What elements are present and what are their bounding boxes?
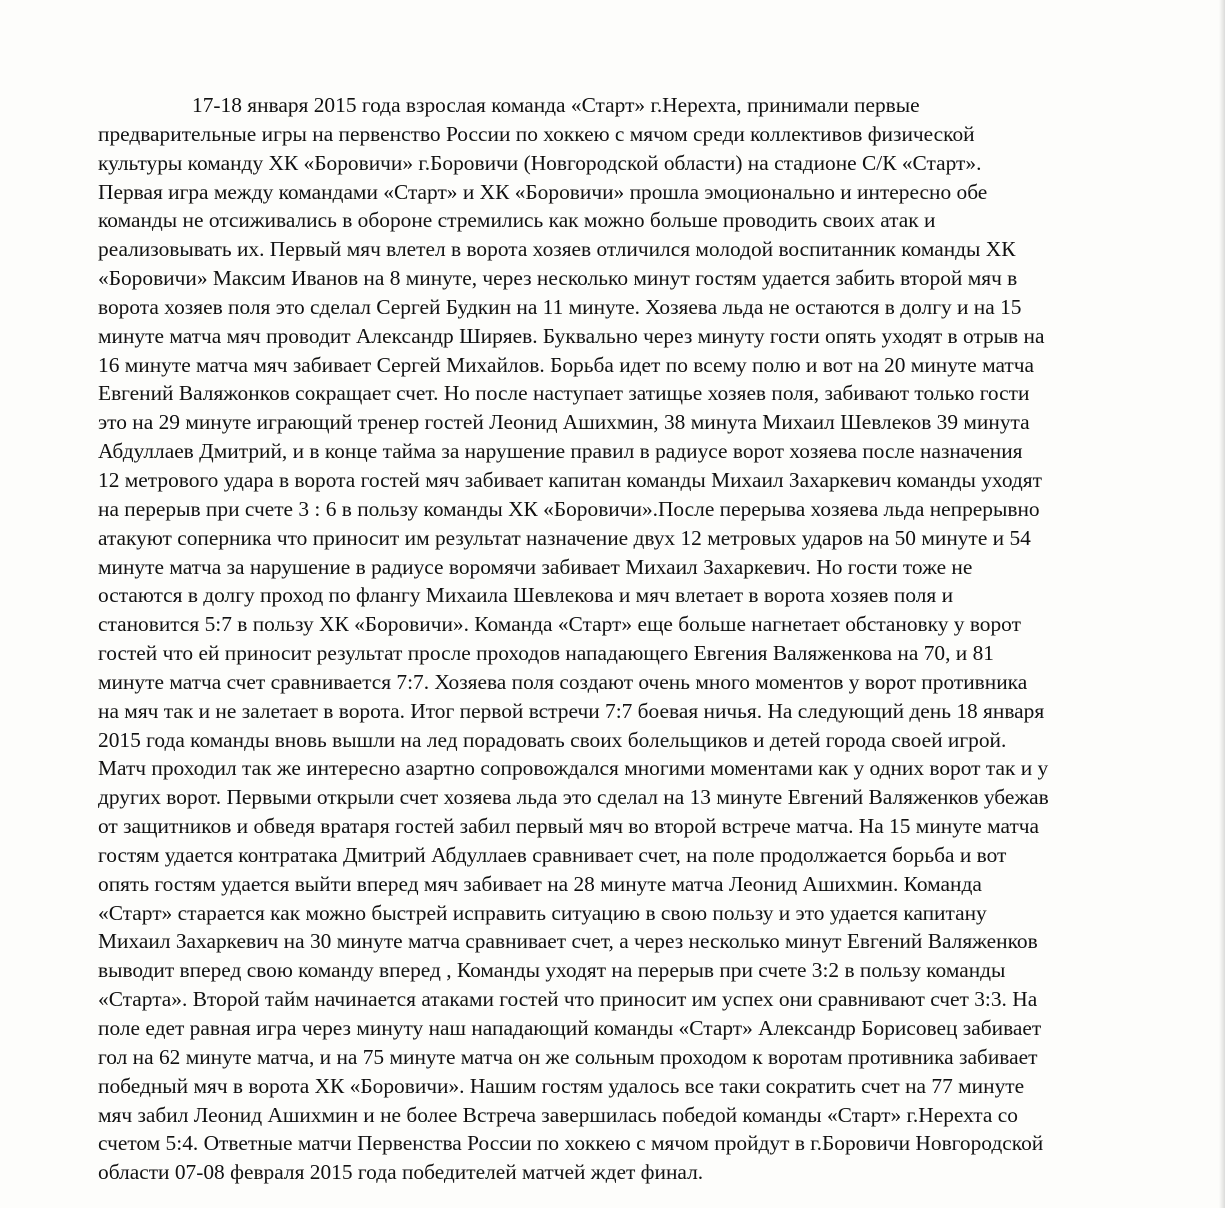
text-line: победный мяч в ворота ХК «Боровичи». Нашим гостям удалось все таки сократить счет на 77 минуте xyxy=(98,1073,1025,1098)
text-line: остаются в долгу проход по флангу Михаила Шевлекова и мяч влетает в ворота хозяев поля и xyxy=(98,583,954,608)
text-line: минуте матча мяч проводит Александр Ширяев. Буквально через минуту гости опять уходят в отрыв на xyxy=(98,323,1045,348)
text-line: гол на 62 минуте матча, и на 75 минуте матча он же сольным проходом к воротам противника забивает xyxy=(98,1044,1038,1069)
text-line: реализовывать их. Первый мяч влетел в ворота хозяев отличился молодой воспитанник команды ХК xyxy=(98,237,1016,262)
text-line: выводит вперед свою команду вперед , Команды уходят на перерыв при счете 3:2 в пользу команды xyxy=(98,958,1006,983)
text-line: предварительные игры на первенство России по хоккею с мячом среди коллективов физической xyxy=(98,121,975,146)
text-line: «Старт» старается как можно быстрей исправить ситуацию в свою пользу и это удается капитану xyxy=(98,900,987,925)
text-line: других ворот. Первыми открыли счет хозяева льда это сделал на 13 минуте Евгений Валяженков убежав xyxy=(98,785,1049,810)
text-line: «Старта». Второй тайм начинается атаками гостей что приносит им успех они сравнивают счет 3:3. На xyxy=(98,987,1038,1012)
text-line: Абдуллаев Дмитрий, и в конце тайма за нарушение правил в радиусе ворот хозяева после назначения xyxy=(98,439,1023,464)
text-line: минуте матча счет сравнивается 7:7. Хозяева поля создают очень много моментов у ворот противника xyxy=(98,669,1028,694)
text-line: 17-18 января 2015 года взрослая команда «Старт» г.Нерехта, принимали первые xyxy=(192,93,920,117)
text-line: команды не отсиживались в обороне стремились как можно больше проводить своих атак и xyxy=(98,208,936,233)
text-line: Первая игра между командами «Старт» и ХК «Боровичи» прошла эмоционально и интересно обе xyxy=(98,179,988,204)
text-line: минуте матча за нарушение в радиусе воромячи забивает Михаил Захаркевич. Но гости тоже не xyxy=(98,554,973,579)
text-line: опять гостям удается выйти вперед мяч забивает на 28 минуте матча Леонид Ашихмин. Команда xyxy=(98,871,982,896)
text-line: Михаил Захаркевич на 30 минуте матча сравнивает счет, а через несколько минут Евгений Валяженков xyxy=(98,929,1038,954)
text-line: мяч забил Леонид Ашихмин и не более Встреча завершилась победой команды «Старт» г.Нерехта со xyxy=(98,1102,1018,1127)
text-line: 2015 года команды вновь вышли на лед порадовать своих болельщиков и детей города своей игрой. xyxy=(98,727,1007,752)
text-line: от защитников и обведя вратаря гостей забил первый мяч во второй встрече матча. На 15 минуте матча xyxy=(98,814,1040,839)
text-line: гостям удается контратака Дмитрий Абдуллаев сравнивает счет, на поле продолжается борьба и вот xyxy=(98,842,1007,867)
text-line: гостей что ей приносит результат просле проходов нападающего Евгения Валяженкова на 70, и 81 xyxy=(98,641,994,666)
text-line: счетом 5:4. Ответные матчи Первенства России по хоккею с мячом пройдут в г.Боровичи Новгородской xyxy=(98,1131,1044,1156)
text-line: области 07-08 февраля 2015 года победителей матчей ждет финал. xyxy=(98,1160,704,1185)
text-line: становится 5:7 в пользу ХК «Боровичи». Команда «Старт» еще больше нагнетает обстановку у ворот xyxy=(98,612,1021,637)
text-line: Матч проходил так же интересно азартно сопровождался многими моментами как у одних ворот так и у xyxy=(98,756,1049,781)
scan-edge-shadow xyxy=(1219,0,1225,1208)
text-line: Евгений Валяжонков сокращает счет. Но после наступает затищье хозяев поля, забивают только гости xyxy=(98,381,1030,406)
text-line: это на 29 минуте играющий тренер гостей Леонид Ашихмин, 38 минута Михаил Шевлеков 39 минута xyxy=(98,410,1030,435)
text-line: поле едет равная игра через минуту наш нападающий команды «Старт» Александр Борисовец забивает xyxy=(98,1016,1042,1040)
text-line: ворота хозяев поля это сделал Сергей Будкин на 11 минуте. Хозяева льда не остаются в долгу и на 15 xyxy=(98,294,1022,319)
text-line: на мяч так и не залетает в ворота. Итог первой встречи 7:7 боевая ничья. На следующий день 18 января xyxy=(98,698,1045,723)
article-paragraph xyxy=(98,91,1218,1187)
text-line: «Боровичи» Максим Иванов на 8 минуте, через несколько минут гостям удается забить второй мяч в xyxy=(98,266,1018,291)
text-line: культуры команду ХК «Боровичи» г.Боровичи (Новгородской области) на стадионе С/К «Старт». xyxy=(98,150,982,175)
text-line: 16 минуте матча мяч забивает Сергей Михайлов. Борьба идет по всему полю и вот на 20 минуте матча xyxy=(98,352,1035,377)
text-line: 12 метрового удара в ворота гостей мяч забивает капитан команды Михаил Захаркевич команды уходят xyxy=(98,467,1042,492)
text-line: атакуют соперника что приносит им результат назначение двух 12 метровых ударов на 50 минуте и 54 xyxy=(98,525,1031,550)
text-line: на перерыв при счете 3 : 6 в пользу команды ХК «Боровичи».После перерыва хозяева льда непрерывно xyxy=(98,496,1040,521)
